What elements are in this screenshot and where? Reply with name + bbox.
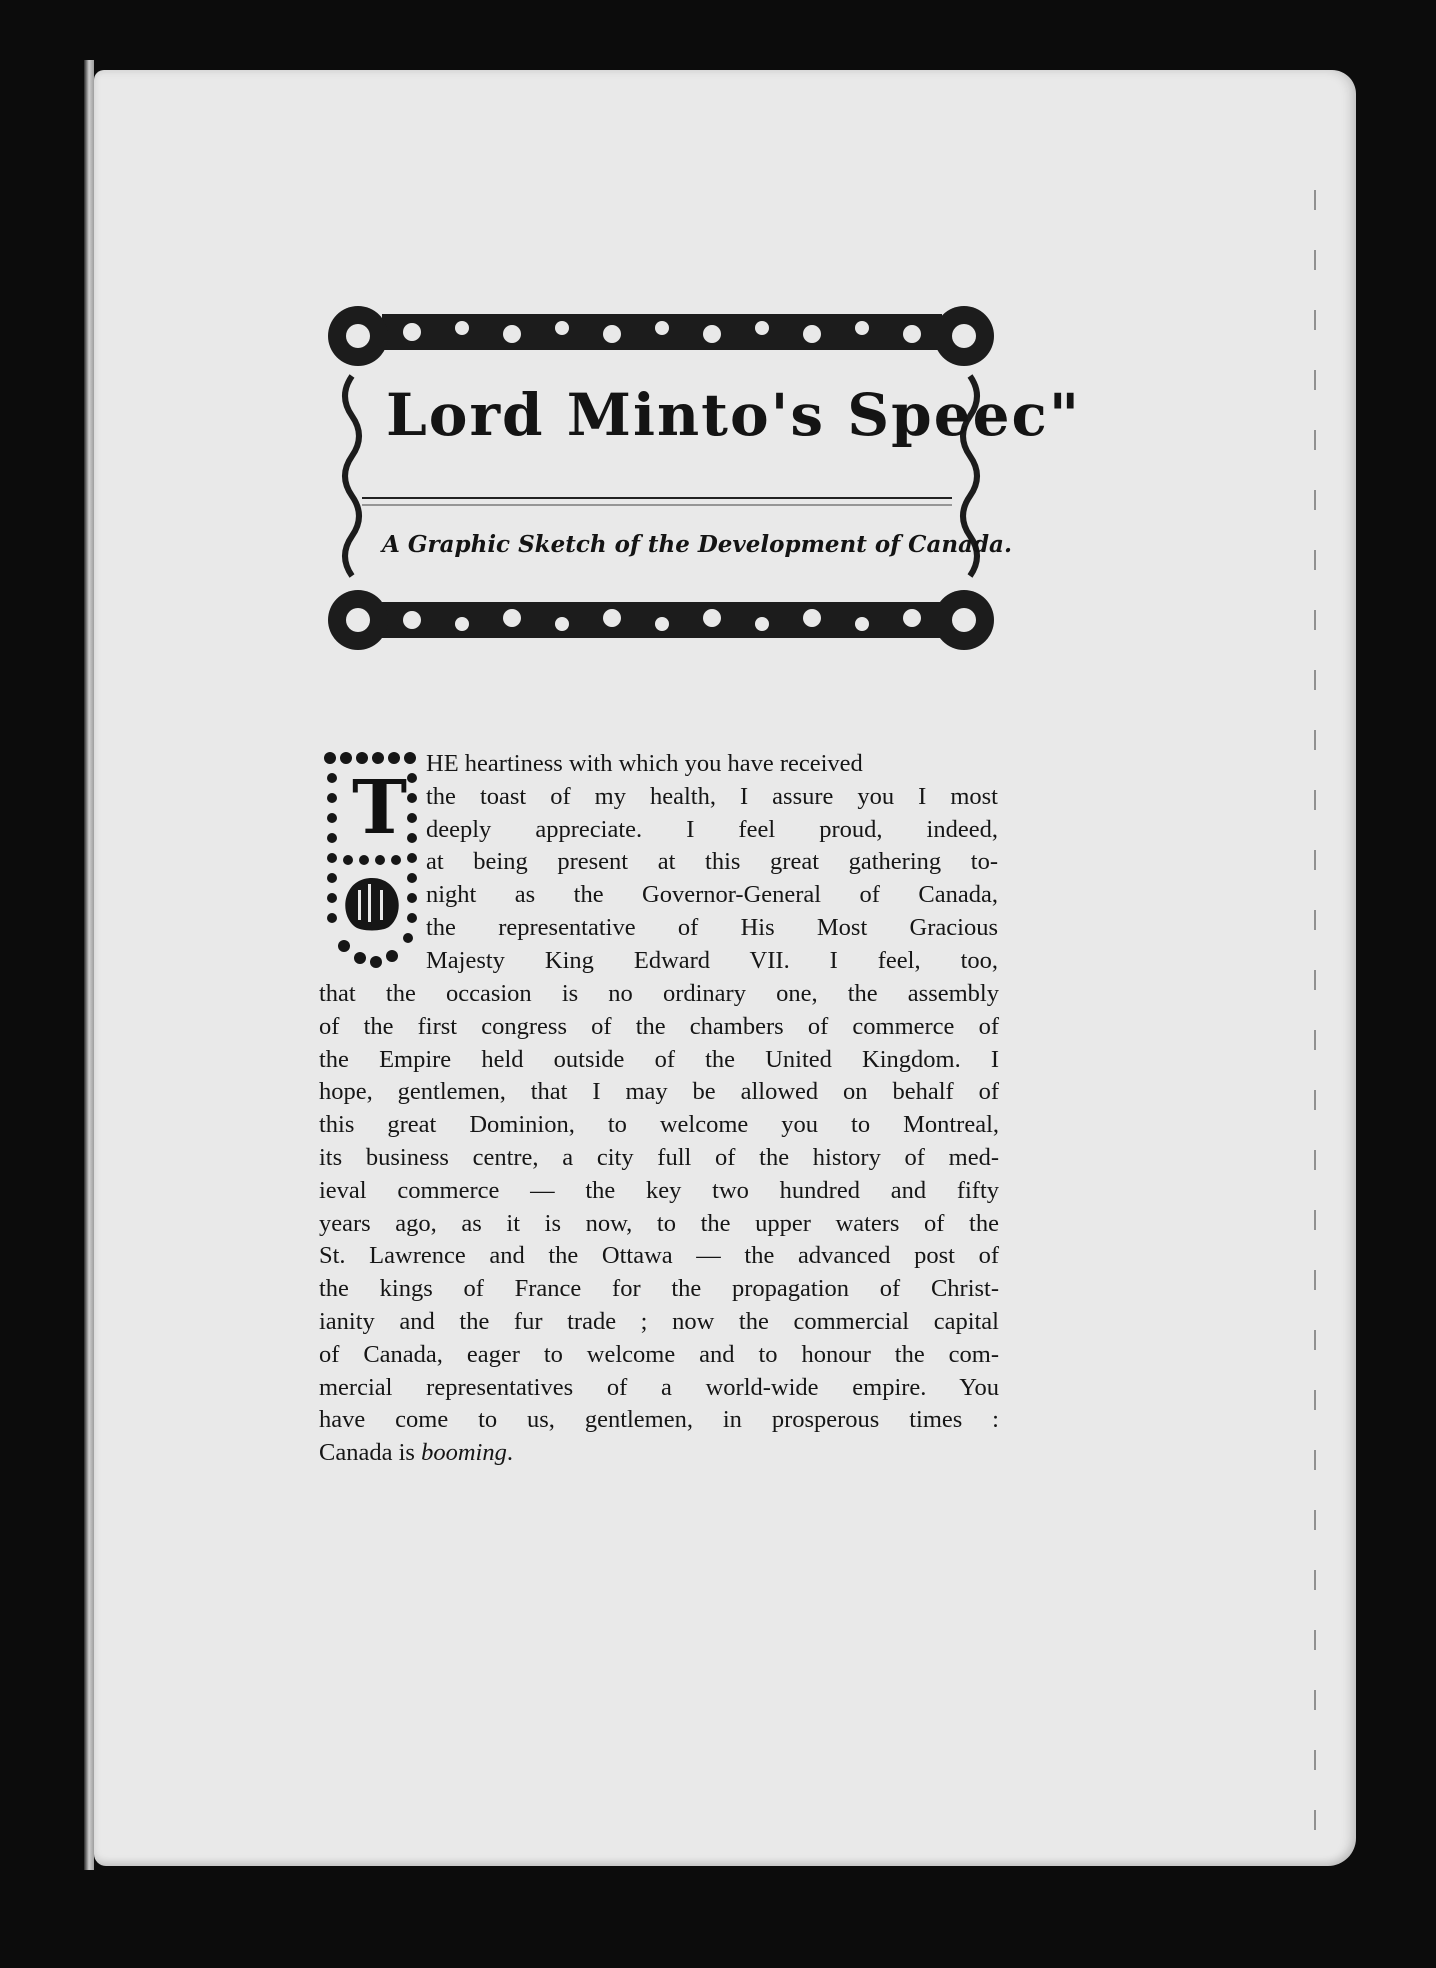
text-line: the toast of my health, I assure you I most [426,782,998,810]
text-line: of Canada, eager to welcome and to honour the com- [319,1340,999,1368]
text-line: that the occasion is no ordinary one, the assembly [319,980,999,1007]
final-line-suffix: . [506,1439,513,1467]
text-line: ieval commerce — the key two hundred and fifty [319,1176,999,1204]
page-edge-shading [1314,190,1316,1840]
text-line-rest: heartiness with which you have received [458,750,863,777]
ornamental-border [322,306,1082,650]
text-line: hope, gentlemen, that I may be allowed on behalf of [319,1078,999,1106]
body-paragraph [319,978,999,1470]
text-line: this great Dominion, to welcome you to Montreal, [319,1111,999,1139]
emphasized-word: booming [421,1439,507,1467]
book-gutter [84,60,94,1870]
title-cartouche [322,306,1082,650]
text-line: the representative of His Most Gracious [426,913,998,941]
text-line: deeply appreciate. I feel proud, indeed, [426,815,998,843]
drop-cap-letter: T [352,765,408,851]
first-word: HE [426,750,459,777]
opening-lines [426,748,998,978]
text-line: mercial representatives of a world-wide empire. You [319,1373,999,1401]
page-subtitle: A Graphic Sketch of the Development of Canada. [382,531,1012,558]
text-line: Majesty King Edward VII. I feel, too, [426,946,998,974]
text-line: its business centre, a city full of the history of med- [319,1143,999,1171]
page-title: Lord Minto's Speec" [386,381,1082,449]
text-line: years ago, as it is now, to the upper waters of the [319,1209,999,1237]
text-line: the Empire held outside of the United Kingdom. I [319,1045,999,1073]
text-line: of the first congress of the chambers of commerce of [319,1012,999,1040]
text-line: night as the Governor-General of Canada, [426,881,998,909]
text-line: St. Lawrence and the Ottawa — the advanced post of [319,1242,999,1270]
text-line-final [319,1437,999,1470]
text-line: the kings of France for the propagation of Christ- [319,1275,999,1303]
text-line [426,748,998,781]
text-line: have come to us, gentlemen, in prosperous times : [319,1406,999,1434]
drop-cap-ornament [322,748,426,978]
text-line: at being present at this great gathering to- [426,848,998,876]
text-line: ianity and the fur trade ; now the commercial capital [319,1307,999,1335]
final-line-prefix: Canada is [319,1439,422,1467]
